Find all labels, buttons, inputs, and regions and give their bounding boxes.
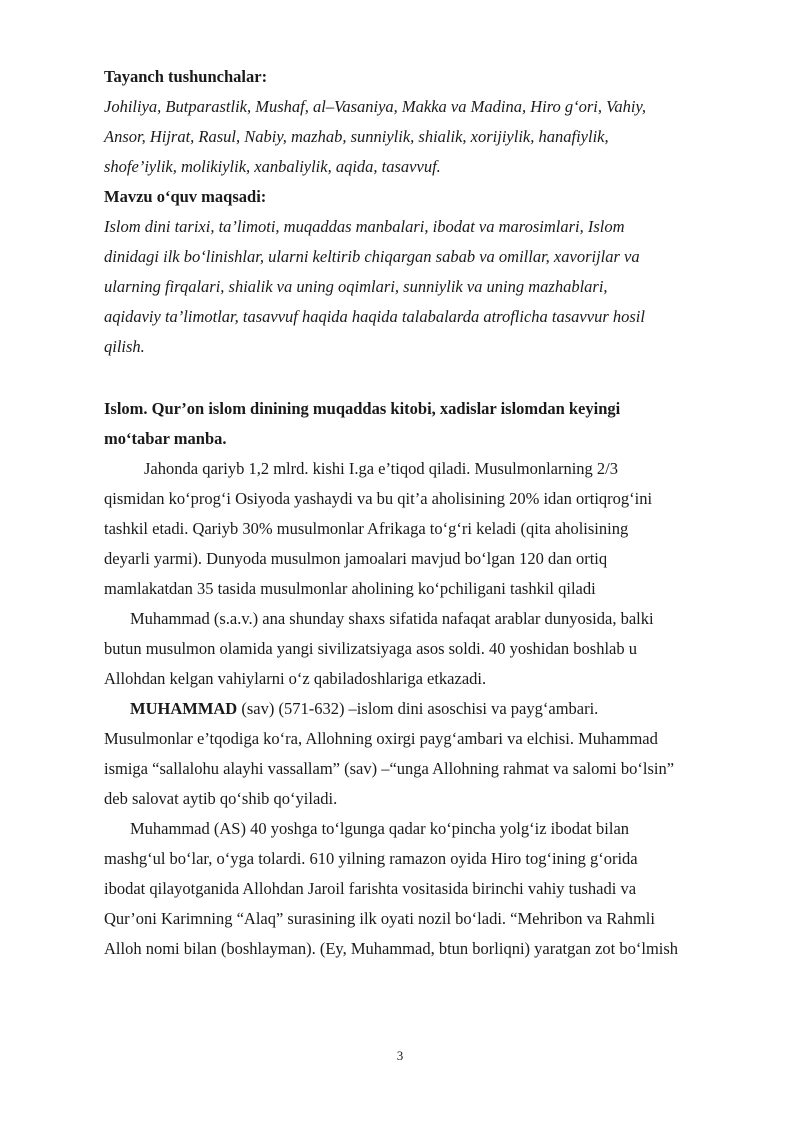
bold-term: MUHAMMAD [130, 699, 238, 718]
key-concepts-line: Johiliya, Butparastlik, Mushaf, al–Vasaniya, Makka va Madina, Hiro g‘ori, Vahiy, [104, 97, 646, 116]
paragraph-first-revelation [104, 814, 744, 964]
section-title-line: mo‘tabar manba. [104, 429, 227, 448]
paragraph-line: tashkil etadi. Qariyb 30% musulmonlar Afrikaga to‘g‘ri keladi (qita aholisining [104, 519, 629, 538]
document-page [104, 62, 744, 964]
key-concepts-list [104, 92, 744, 182]
paragraph-muhammad-civilization [104, 604, 744, 694]
paragraph-line: Muhammad (s.a.v.) ana shunday shaxs sifatida nafaqat arablar dunyosida, balki [130, 609, 654, 628]
page-number: 3 [396, 1048, 404, 1063]
objective-line: Islom dini tarixi, ta’limoti, muqaddas manbalari, ibodat va marosimlari, Islom [104, 217, 625, 236]
paragraph-line: ibodat qilayotganida Allohdan Jaroil farishta vositasida birinchi vahiy tushadi va [104, 879, 637, 898]
paragraph-text: (sav) (571-632) –islom dini asoschisi va payg‘ambari. [237, 699, 599, 718]
objective-line: aqidaviy ta’limotlar, tasavvuf haqida haqida talabalarda atroflicha tasavvur hosil [104, 307, 645, 326]
key-concepts-heading: Tayanch tushunchalar: [104, 67, 268, 86]
key-concepts-line: shofe’iylik, molikiylik, xanbaliylik, aqida, tasavvuf. [104, 157, 441, 176]
paragraph-line: Jahonda qariyb 1,2 mlrd. kishi I.ga e’tiqod qiladi. Musulmonlarning 2/3 [144, 459, 619, 478]
objective-heading: Mavzu o‘quv maqsadi: [104, 187, 267, 206]
paragraph-line: Qur’oni Karimning “Alaq” surasining ilk oyati nozil bo‘ladi. “Mehribon va Rahmli [104, 909, 655, 928]
section-title [104, 394, 744, 454]
paragraph-line: qismidan ko‘prog‘i Osiyoda yashaydi va bu qit’a aholisining 20% idan ortiqrog‘ini [104, 489, 653, 508]
paragraph-line: Muhammad (AS) 40 yoshga to‘lgunga qadar ko‘pincha yolg‘iz ibodat bilan [130, 819, 630, 838]
key-concepts-line: Ansor, Hijrat, Rasul, Nabiy, mazhab, sunniylik, shialik, xorijiylik, hanafiylik, [104, 127, 609, 146]
paragraph-line: butun musulmon olamida yangi sivilizatsiyaga asos soldi. 40 yoshidan boshlab u [104, 639, 637, 658]
objective-line: dinidagi ilk bo‘linishlar, ularni keltirib chiqargan sabab va omillar, xavorijlar va [104, 247, 640, 266]
paragraph-line: mamlakatdan 35 tasida musulmonlar aholining ko‘pchiligani tashkil qiladi [104, 579, 596, 598]
objective-line: ularning firqalari, shialik va uning oqimlari, sunniylik va uning mazhablari, [104, 277, 608, 296]
paragraph-population [104, 454, 744, 604]
paragraph-line [104, 694, 744, 724]
paragraph-line: ismiga “sallalohu alayhi vassallam” (sav) –“unga Allohning rahmat va salomi bo‘lsin” [104, 759, 675, 778]
paragraph-line: Alloh nomi bilan (boshlayman). (Ey, Muhammad, btun borliqni) yaratgan zot bo‘lmish [104, 939, 679, 958]
objective-line: qilish. [104, 337, 145, 356]
paragraph-muhammad-definition [104, 694, 744, 814]
paragraph-line: Allohdan kelgan vahiylarni o‘z qabiladoshlariga etkazadi. [104, 669, 487, 688]
paragraph-line: mashg‘ul bo‘lar, o‘yga tolardi. 610 yilning ramazon oyida Hiro tog‘ining g‘orida [104, 849, 638, 868]
paragraph-line: Musulmonlar e’tqodiga ko‘ra, Allohning oxirgi payg‘ambari va elchisi. Muhammad [104, 729, 658, 748]
paragraph-line: deb salovat aytib qo‘shib qo‘yiladi. [104, 789, 338, 808]
section-title-line: Islom. Qur’on islom dinining muqaddas kitobi, xadislar islomdan keyingi [104, 399, 621, 418]
objective-text [104, 212, 744, 362]
paragraph-line: deyarli yarmi). Dunyoda musulmon jamoalari mavjud bo‘lgan 120 dan ortiq [104, 549, 608, 568]
